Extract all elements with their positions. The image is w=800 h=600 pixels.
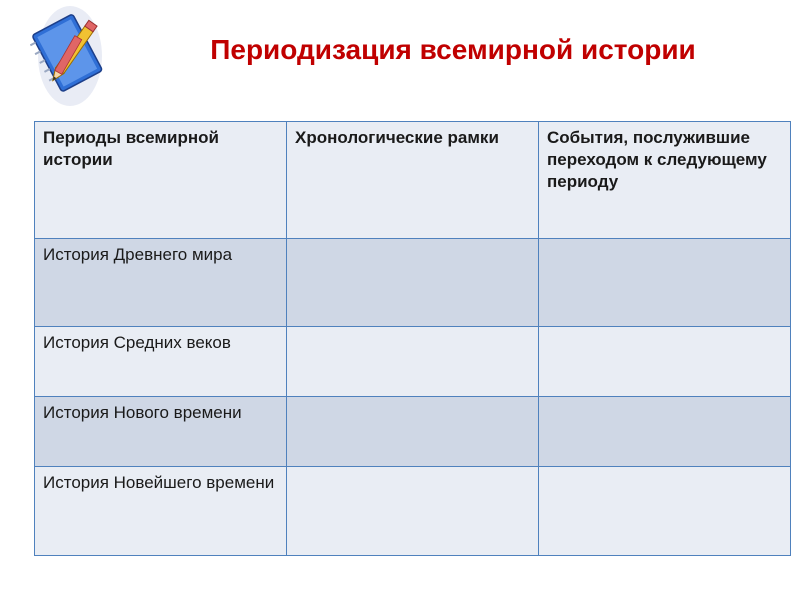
header-row bbox=[35, 122, 791, 239]
events-cell[interactable] bbox=[539, 327, 791, 397]
period-cell: История Средних веков bbox=[35, 327, 287, 397]
header-chronology: Хронологические рамки bbox=[287, 122, 539, 239]
periodization-table bbox=[34, 121, 791, 556]
table-row bbox=[35, 397, 791, 467]
period-cell: История Древнего мира bbox=[35, 239, 287, 327]
range-cell[interactable] bbox=[287, 397, 539, 467]
header-events: События, послужившие переходом к следующему периоду bbox=[539, 122, 791, 239]
period-cell: История Новейшего времени bbox=[35, 467, 287, 556]
range-cell[interactable] bbox=[287, 327, 539, 397]
table-row bbox=[35, 327, 791, 397]
events-cell[interactable] bbox=[539, 467, 791, 556]
period-cell: История Нового времени bbox=[35, 397, 287, 467]
range-cell[interactable] bbox=[287, 467, 539, 556]
slide-title: Периодизация всемирной истории bbox=[210, 34, 696, 65]
notebook-pencil-icon bbox=[30, 2, 110, 106]
events-cell[interactable] bbox=[539, 239, 791, 327]
table-row bbox=[35, 239, 791, 327]
table-row bbox=[35, 467, 791, 556]
events-cell[interactable] bbox=[539, 397, 791, 467]
header-periods: Периоды всемирной истории bbox=[35, 122, 287, 239]
range-cell[interactable] bbox=[287, 239, 539, 327]
